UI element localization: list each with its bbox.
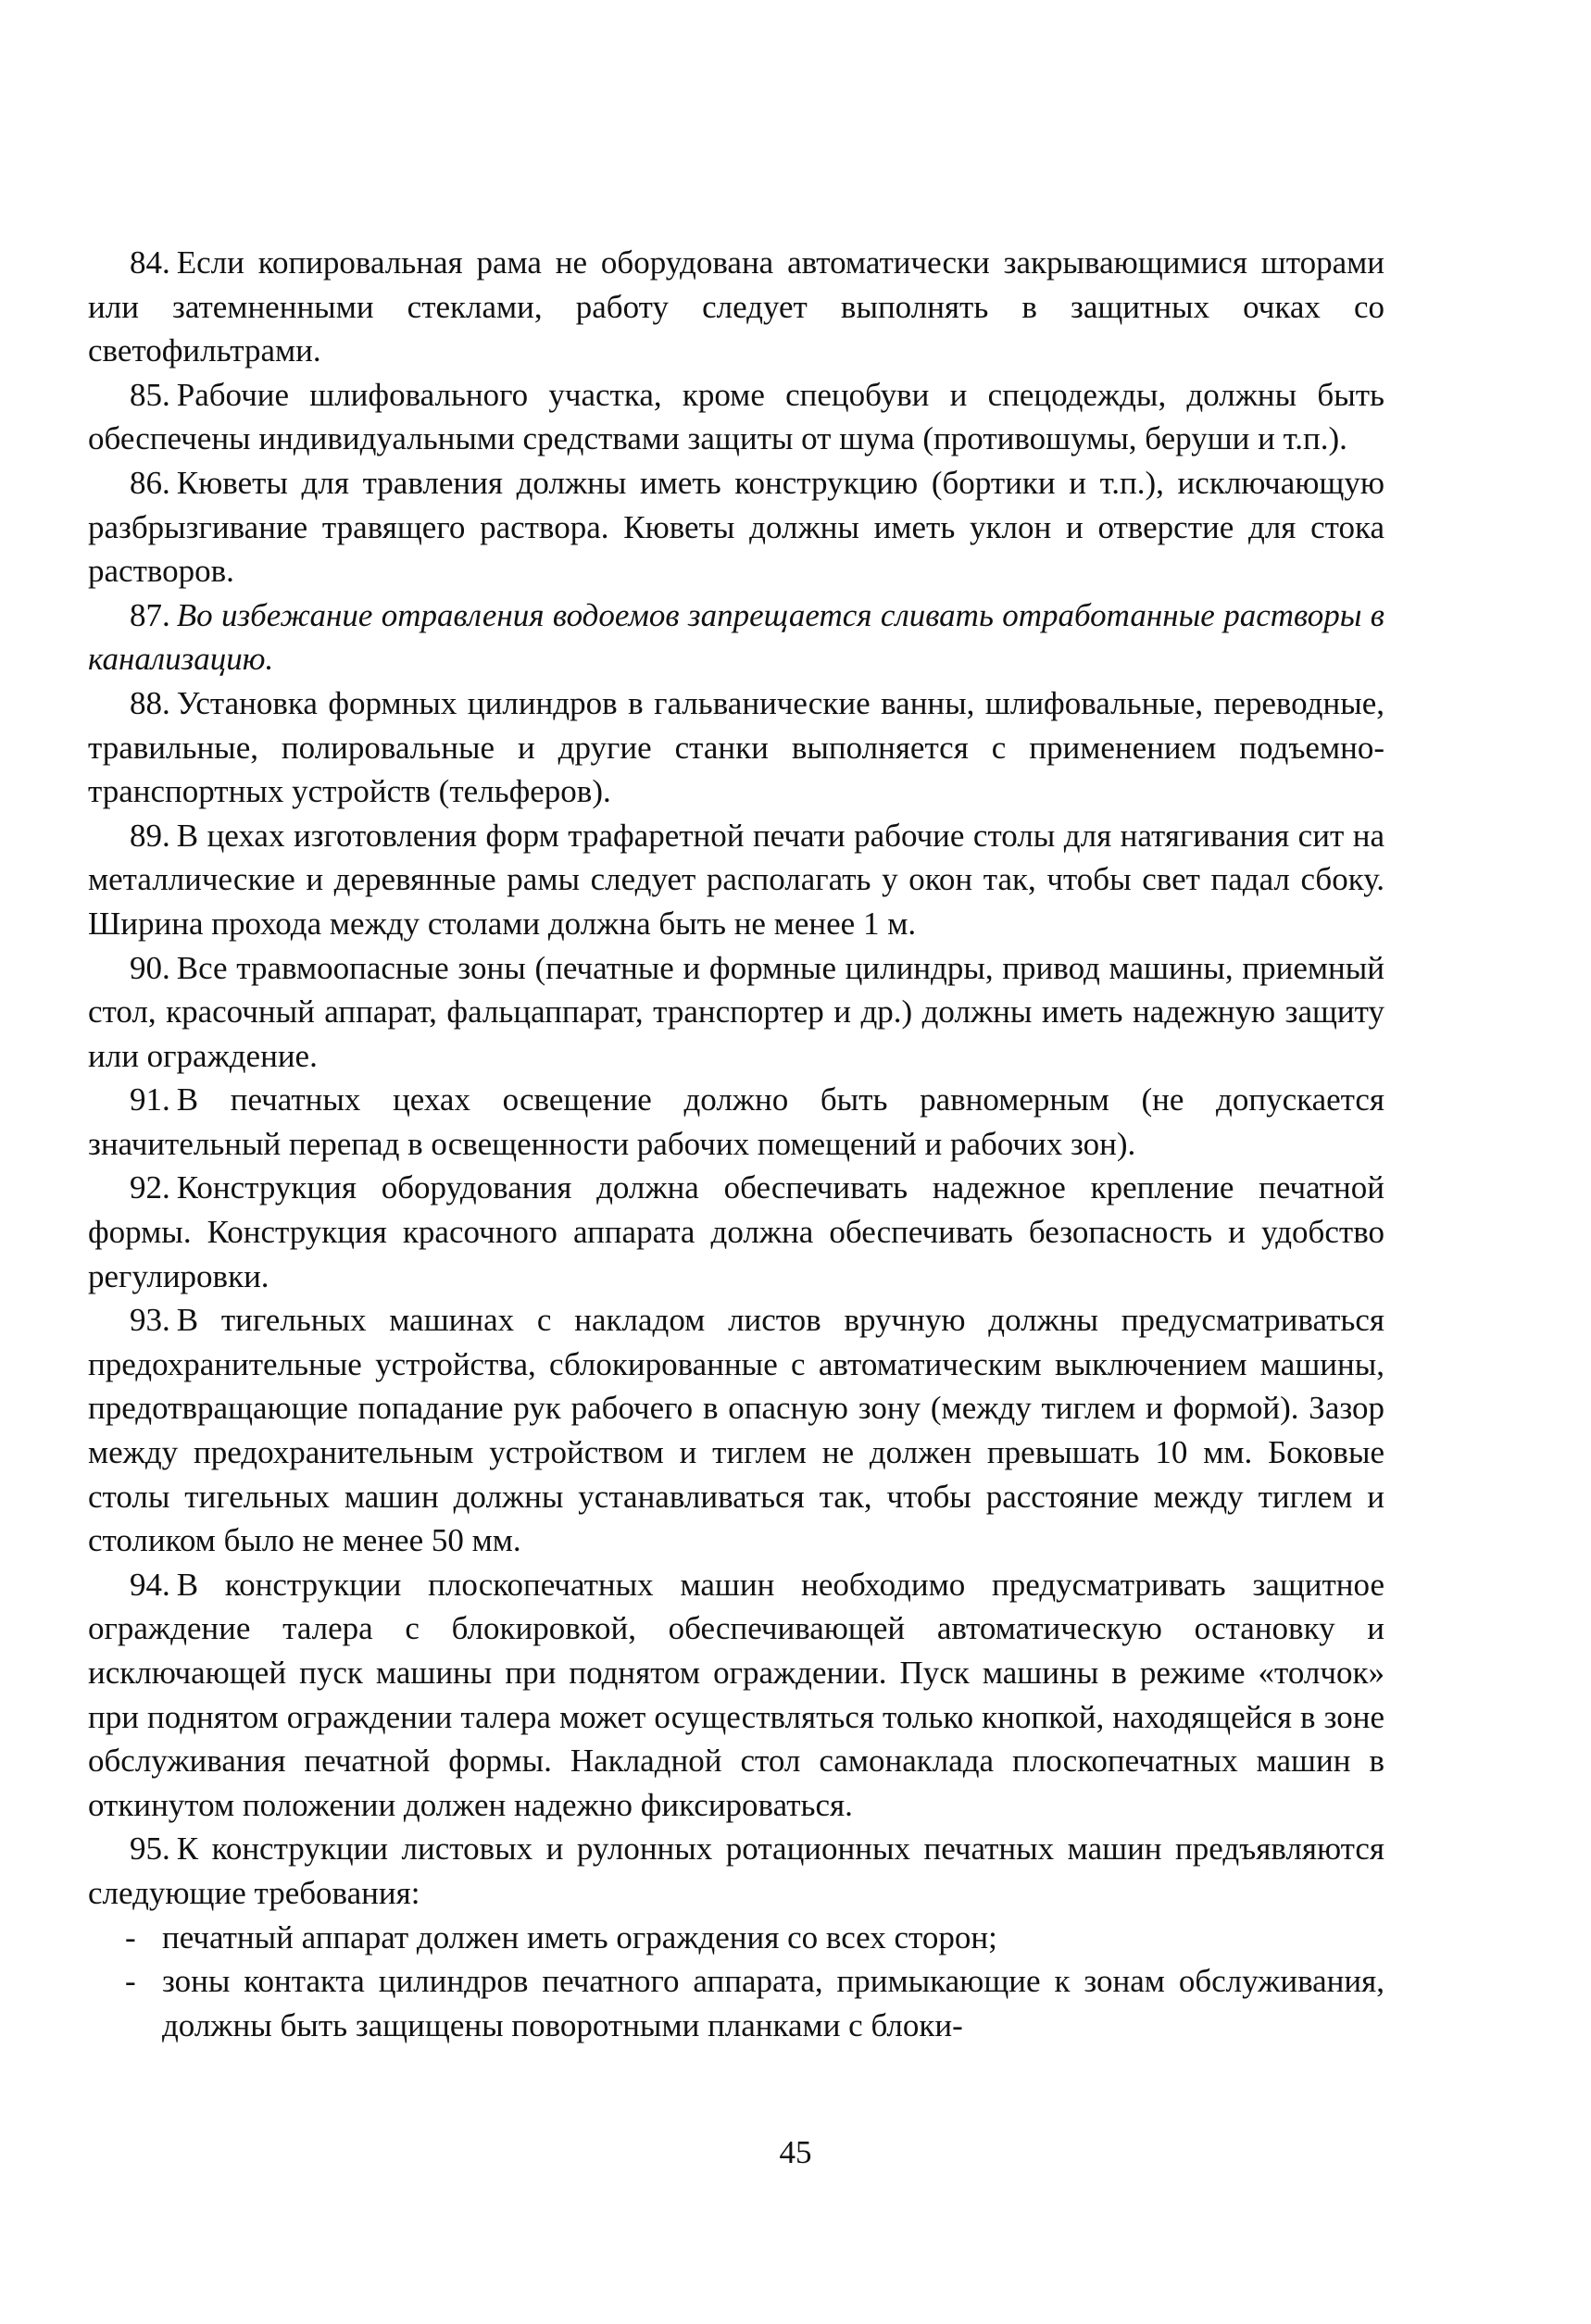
paragraph-90: [88, 946, 1384, 1079]
paragraph-text: В тигельных машинах с накладом листов вручную должны предусматриваться предохранительные устройства, сблокированные с автоматическим выключением машины, предотвращающие попадание рук рабочего в опасную зону (между тиглем и формой). Зазор между предохранительным устройством и тиглем не должен превышать 10 мм. Боковые столы тигельных машин должны устанавливаться так, чтобы расстояние между тиглем и столиком было не менее 50 мм.: [88, 1302, 1384, 1559]
paragraph-91: [88, 1078, 1384, 1166]
page-body: [88, 241, 1384, 2047]
paragraph-number: 95.: [130, 1830, 170, 1868]
list-dash: -: [125, 1963, 136, 2000]
paragraph-92: [88, 1166, 1384, 1298]
paragraph-text: К конструкции листовых и рулонных ротационных печатных машин предъявляются следующие требования:: [88, 1830, 1384, 1911]
paragraph-94: [88, 1563, 1384, 1828]
paragraph-number: 86.: [130, 464, 170, 501]
paragraph-84: [88, 241, 1384, 373]
paragraph-number: 93.: [130, 1302, 170, 1339]
paragraph-95: [88, 1827, 1384, 1915]
paragraph-number: 92.: [130, 1169, 170, 1206]
paragraph-89: [88, 814, 1384, 946]
paragraph-text: В конструкции плоскопечатных машин необходимо предусматривать защитное ограждение талера с блокировкой, обеспечивающей автоматическую остановку и исключающей пуск машины при поднятом ограждении. Пуск машины в режиме «толчок» при поднятом ограждении талера может осуществляться только кнопкой, находящейся в зоне обслуживания печатной формы. Накладной стол самонаклада плоскопечатных машин в откинутом положении должен надежно фиксироваться.: [88, 1566, 1384, 1823]
paragraph-number: 85.: [130, 376, 170, 413]
paragraph-86: [88, 461, 1384, 593]
list-dash: -: [125, 1918, 136, 1955]
paragraph-text: Конструкция оборудования должна обеспечивать надежное крепление печатной формы. Конструкция красочного аппарата должна обеспечивать безопасность и удобство регулировки.: [88, 1169, 1384, 1294]
paragraph-text: Если копировальная рама не оборудована автоматически закрывающимися шторами или затемненными стеклами, работу следует выполнять в защитных очках со светофильтрами.: [88, 244, 1384, 369]
paragraph-number: 94.: [130, 1566, 170, 1603]
paragraph-number: 88.: [130, 684, 170, 721]
paragraph-number: 90.: [130, 949, 170, 986]
list-item-text: зоны контакта цилиндров печатного аппарата, примыкающие к зонам обслуживания, должны быть защищены поворотными планками с блоки-: [162, 1963, 1384, 2043]
paragraph-number: 84.: [130, 244, 170, 281]
page-number: 45: [779, 2134, 812, 2170]
paragraph-number: 89.: [130, 817, 170, 854]
list-item: [88, 1916, 1384, 1960]
paragraph-text: В цехах изготовления форм трафаретной печати рабочие столы для натягивания сит на металлические и деревянные рамы следует располагать у окон так, чтобы свет падал сбоку. Ширина прохода между столами должна быть не менее 1 м.: [88, 817, 1384, 942]
paragraph-text: Все травмоопасные зоны (печатные и формные цилиндры, привод машины, приемный стол, красочный аппарат, фальцаппарат, транспортер и др.) должны иметь надежную защиту или ограждение.: [88, 949, 1384, 1074]
paragraph-number: 87.: [130, 596, 170, 633]
requirements-list: [88, 1916, 1384, 2048]
paragraph-text: Установка формных цилиндров в гальванические ванны, шлифовальные, переводные, травильные, полировальные и другие станки выполняется с применением подъемно-транспортных устройств (тельферов).: [88, 684, 1384, 810]
paragraph-87: [88, 593, 1384, 681]
paragraph-88: [88, 681, 1384, 814]
paragraph-85: [88, 373, 1384, 461]
list-item-text: печатный аппарат должен иметь ограждения со всех сторон;: [162, 1918, 997, 1955]
list-item: [88, 1959, 1384, 2047]
paragraph-text: Во избежание отравления водоемов запрещается сливать отработанные растворы в канализацию.: [88, 596, 1384, 678]
paragraph-text: Кюветы для травления должны иметь конструкцию (бортики и т.п.), исключающую разбрызгивание травящего раствора. Кюветы должны иметь уклон и отверстие для стока растворов.: [88, 464, 1384, 590]
paragraph-text: Рабочие шлифовального участка, кроме спецобуви и спецодежды, должны быть обеспечены индивидуальными средствами защиты от шума (противошумы, беруши и т.п.).: [88, 376, 1384, 457]
paragraph-93: [88, 1298, 1384, 1563]
paragraph-text: В печатных цехах освещение должно быть равномерным (не допускается значительный перепад в освещенности рабочих помещений и рабочих зон).: [88, 1081, 1384, 1162]
paragraph-number: 91.: [130, 1081, 170, 1118]
